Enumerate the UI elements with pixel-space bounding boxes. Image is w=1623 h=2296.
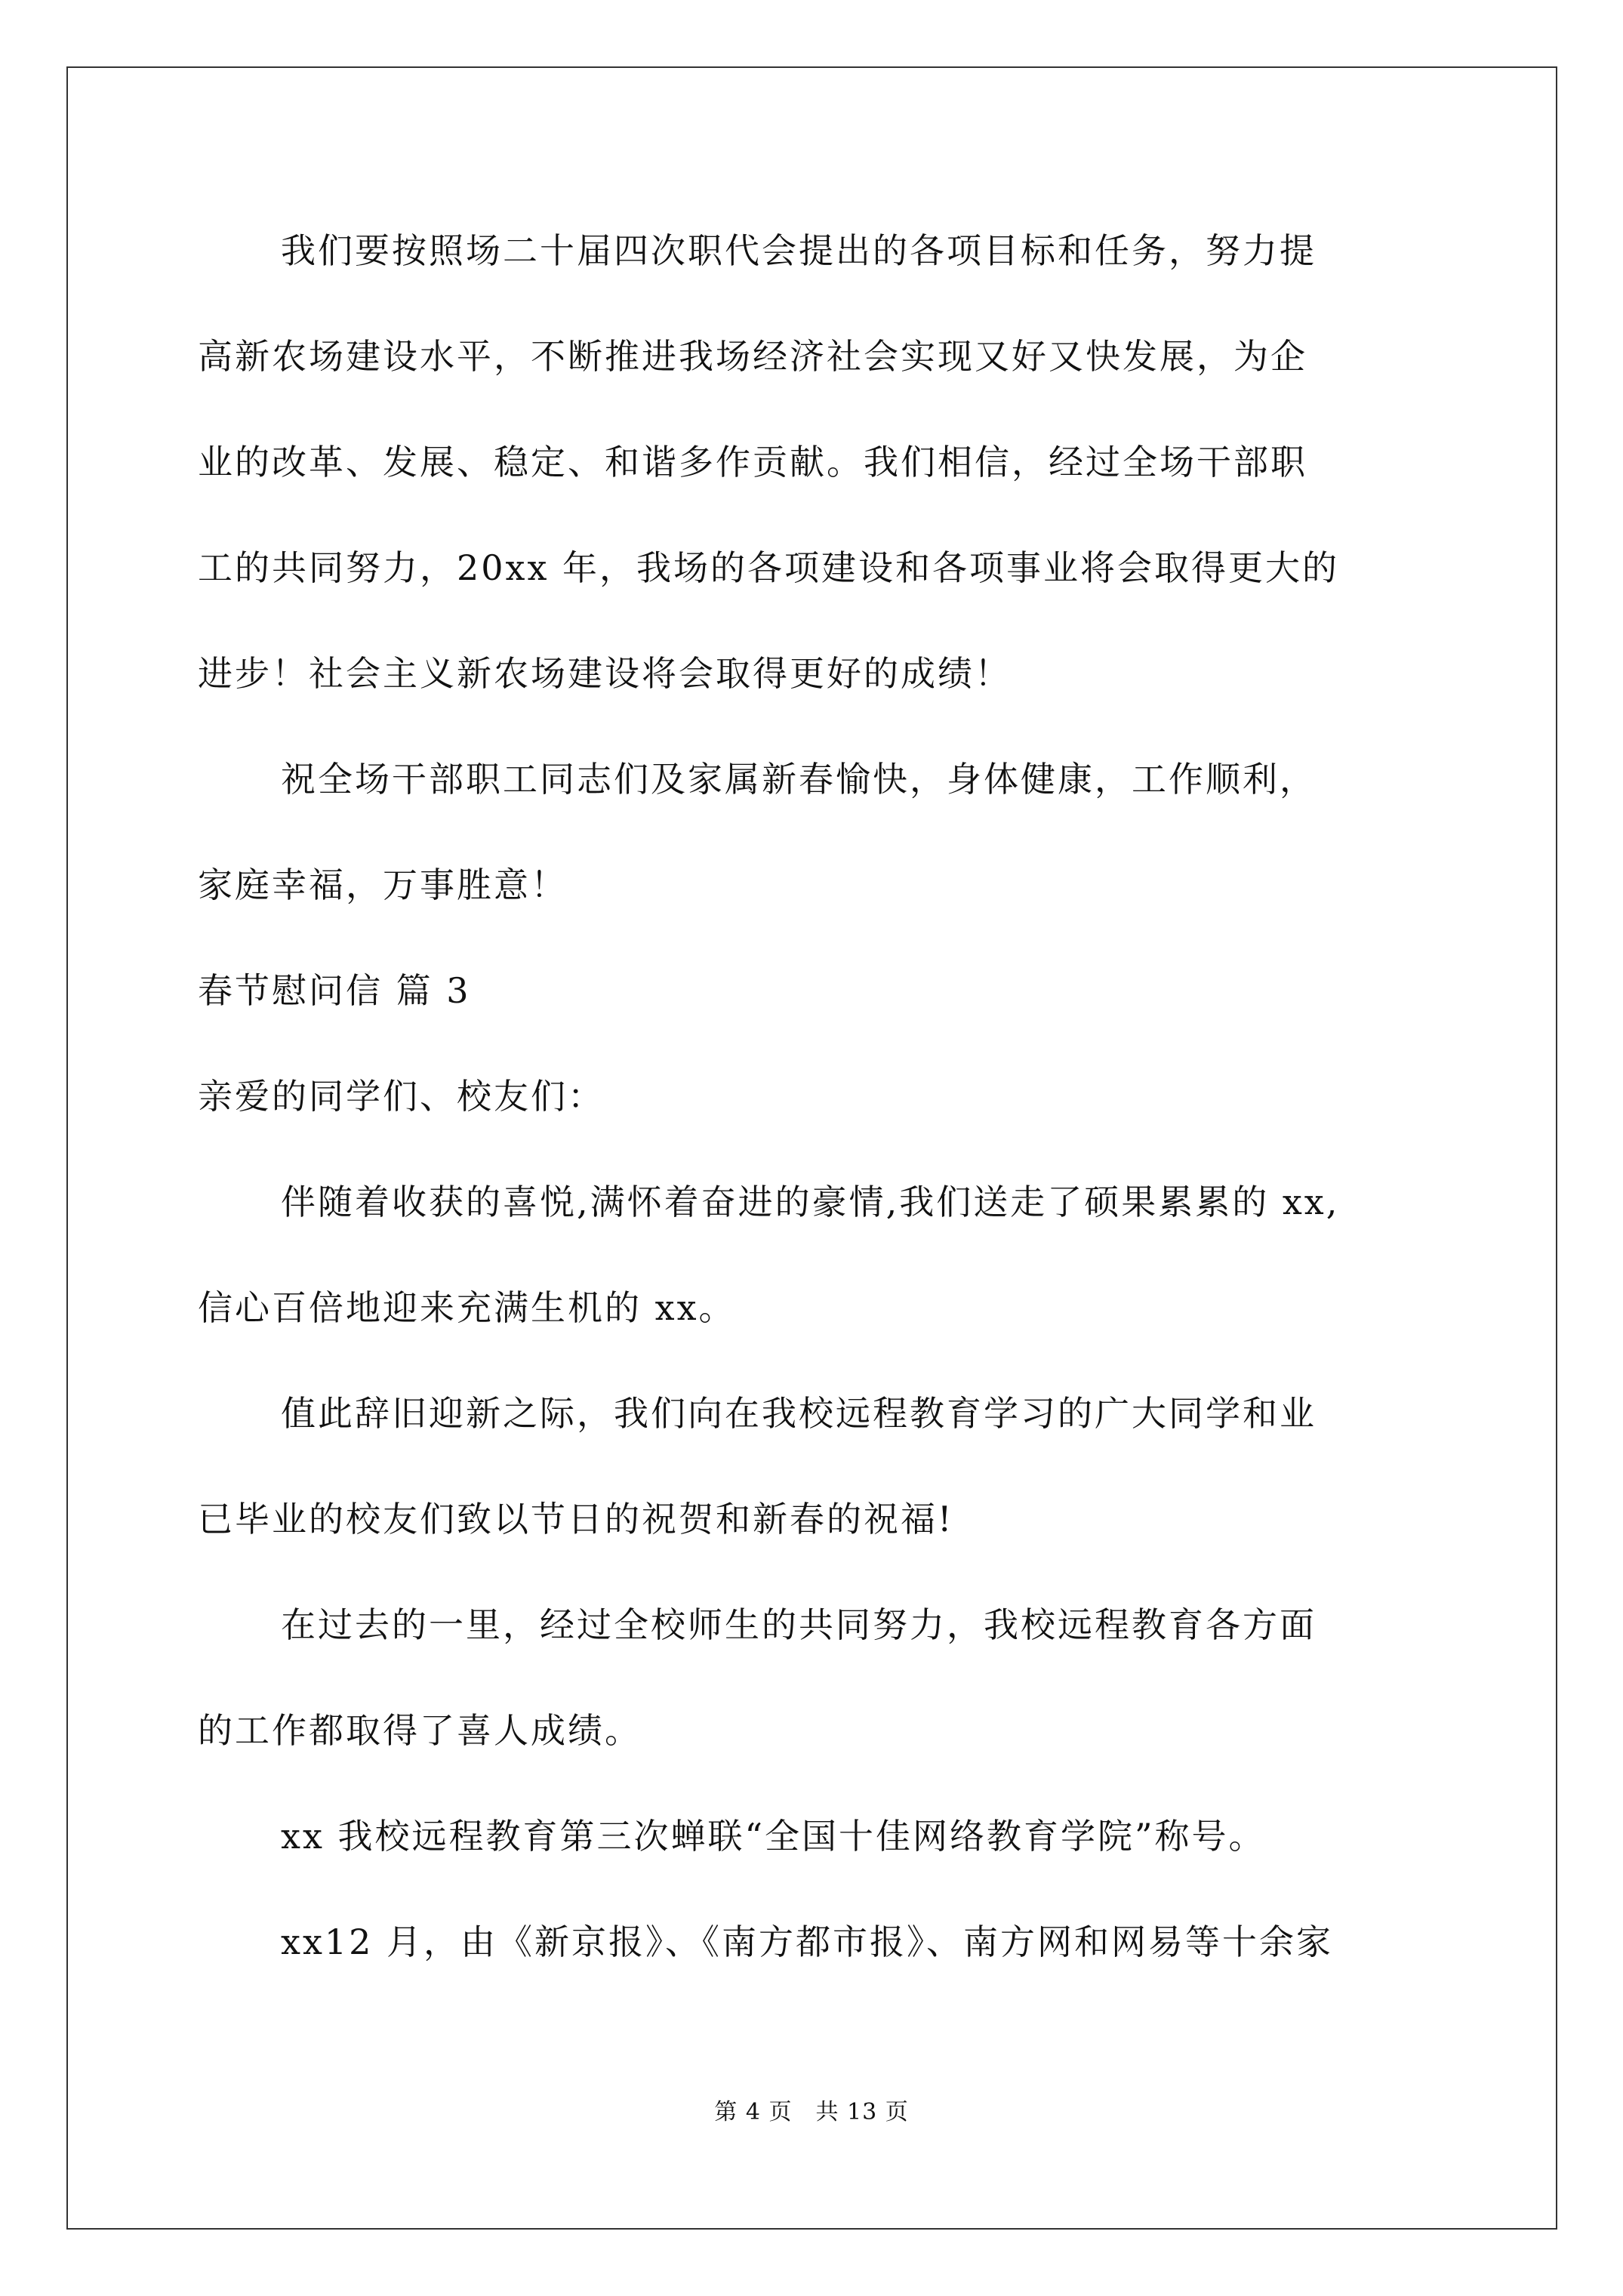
body-line-11: 信心百倍地迎来充满生机的 xx。: [198, 1287, 736, 1328]
body-line-2: 高新农场建设水平，不断推进我场经济社会实现又好又快发展，为企: [198, 336, 1307, 377]
page-border: [66, 66, 1557, 2230]
body-line-13: 已毕业的校友们致以节日的祝贺和新春的祝福!: [198, 1499, 954, 1539]
body-line-16: xx 我校远程教育第三次蝉联“全国十佳网络教育学院”称号。: [281, 1816, 1266, 1857]
section-heading: 春节慰问信 篇 3: [198, 970, 471, 1011]
body-line-6: 祝全场干部职工同志们及家属新春愉快，身体健康，工作顺利，: [281, 759, 1317, 800]
salutation: 亲爱的同学们、校友们：: [198, 1076, 605, 1117]
body-line-1: 我们要按照场二十届四次职代会提出的各项目标和任务，努力提: [281, 230, 1317, 271]
body-line-10: 伴随着收获的喜悦,满怀着奋进的豪情,我们送走了硕果累累的 xx,: [281, 1182, 1340, 1222]
body-line-5: 进步！社会主义新农场建设将会取得更好的成绩！: [198, 653, 1012, 694]
page-footer: 第 4 页 共 13 页: [714, 2099, 909, 2125]
body-line-17: xx12 月，由《新京报》、《南方都市报》、南方网和网易等十余家: [281, 1922, 1334, 1962]
body-line-4: 工的共同努力，20xx 年，我场的各项建设和各项事业将会取得更大的: [198, 547, 1340, 588]
body-line-15: 的工作都取得了喜人成绩。: [198, 1710, 642, 1751]
body-line-7: 家庭幸福，万事胜意！: [198, 864, 568, 905]
body-line-3: 业的改革、发展、稳定、和谐多作贡献。我们相信，经过全场干部职: [198, 442, 1307, 482]
body-line-14: 在过去的一里，经过全校师生的共同努力，我校远程教育各方面: [281, 1604, 1317, 1645]
body-line-12: 值此辞旧迎新之际，我们向在我校远程教育学习的广大同学和业: [281, 1393, 1317, 1434]
